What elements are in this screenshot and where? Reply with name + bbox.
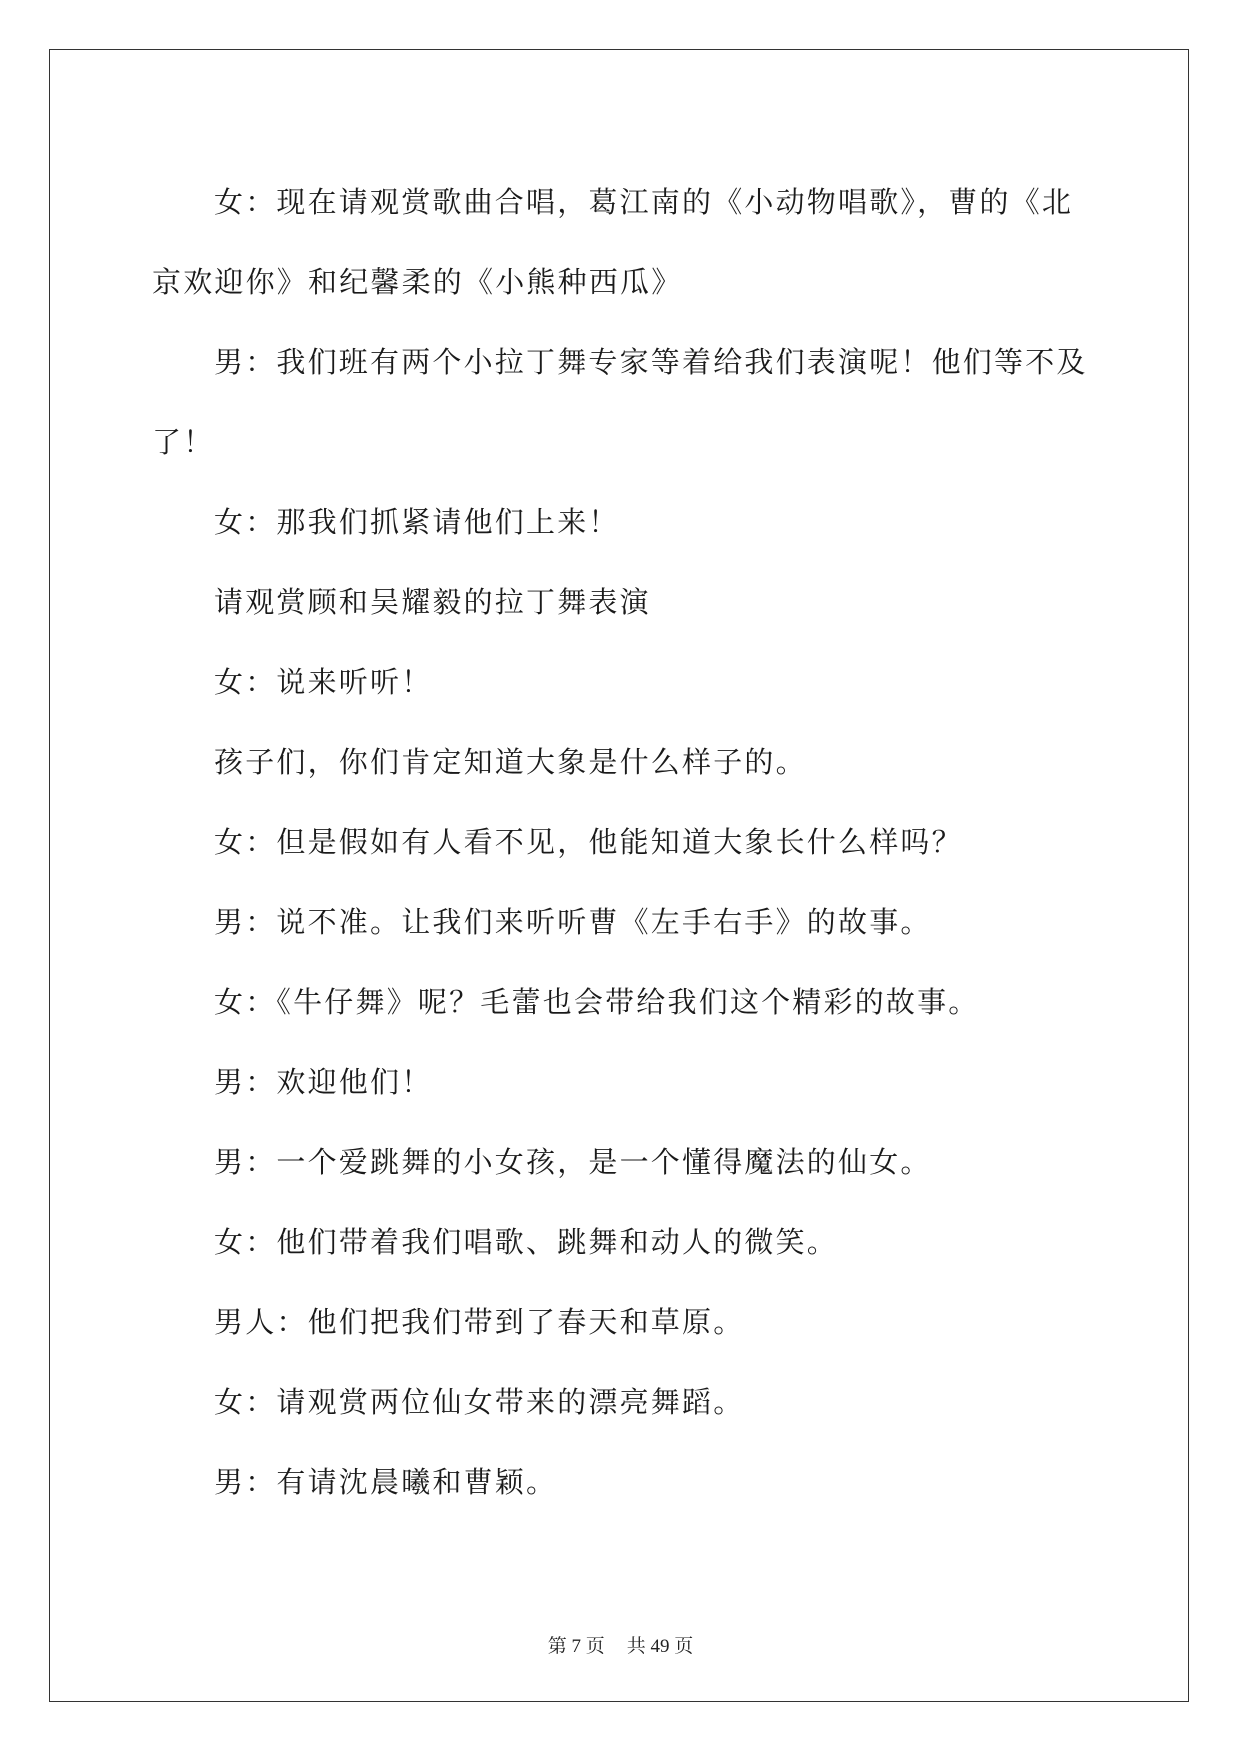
paragraph: 男：欢迎他们！ <box>214 1065 433 1099</box>
paragraph: 男人：他们把我们带到了春天和草原。 <box>214 1305 745 1339</box>
paragraph: 女：《牛仔舞》呢？毛蕾也会带给我们这个精彩的故事。 <box>214 985 980 1019</box>
document-body <box>152 162 1095 1522</box>
paragraph: 男：有请沈晨曦和曹颖。 <box>214 1465 558 1499</box>
page-total: 共 49 页 <box>626 1636 694 1657</box>
paragraph: 女：那我们抓紧请他们上来！ <box>214 505 620 539</box>
paragraph: 孩子们，你们肯定知道大象是什么样子的。 <box>214 745 807 779</box>
paragraph: 女：现在请观赏歌曲合唱，葛江南的《小动物唱歌》，曹的《北京欢迎你》和纪馨柔的《小熊种西瓜》 <box>152 185 1074 299</box>
paragraph: 女：请观赏两位仙女带来的漂亮舞蹈。 <box>214 1385 745 1419</box>
paragraph: 男：说不准。让我们来听听曹《左手右手》的故事。 <box>214 905 932 939</box>
paragraph: 男：我们班有两个小拉丁舞专家等着给我们表演呢！他们等不及了！ <box>152 345 1088 459</box>
paragraph: 男：一个爱跳舞的小女孩，是一个懂得魔法的仙女。 <box>214 1145 932 1179</box>
paragraph: 女：但是假如有人看不见，他能知道大象长什么样吗？ <box>214 825 963 859</box>
paragraph: 女：说来听听！ <box>214 665 433 699</box>
paragraph: 请观赏顾和吴耀毅的拉丁舞表演 <box>214 585 651 619</box>
page-number: 第 7 页 <box>547 1636 605 1657</box>
page-footer <box>0 1631 1241 1658</box>
paragraph: 女：他们带着我们唱歌、跳舞和动人的微笑。 <box>214 1225 839 1259</box>
